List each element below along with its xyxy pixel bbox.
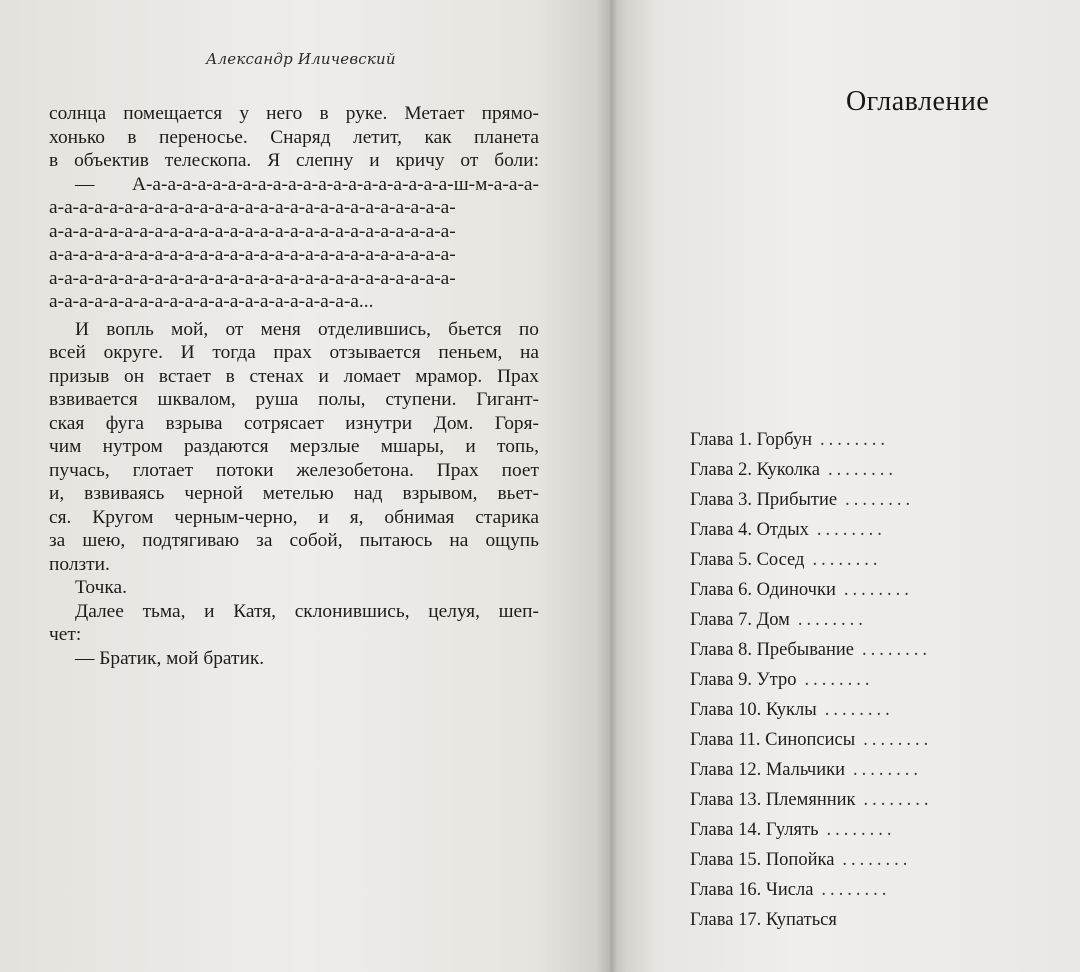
toc-entry [690, 455, 1080, 485]
toc-entry-label: Глава 8. Пребывание [690, 640, 854, 660]
text-line: солнца помещается у него в руке. Метает прямо- [49, 103, 539, 124]
text-line: и, взвиваясь черной метелью над взрывом, вьет- [49, 483, 539, 504]
toc-leader: ........ [842, 850, 912, 870]
text-line: всей округе. И тогда прах отзывается пеньем, на [49, 342, 539, 363]
toc-entry [690, 875, 1080, 905]
toc-entry-label: Глава 14. Гулять [690, 820, 819, 840]
toc-leader: ........ [863, 730, 933, 750]
text-line: — А-а-а-а-а-а-а-а-а-а-а-а-а-а-а-а-а-а-а-а-а-ш-м-а-а-а- [75, 173, 539, 195]
body-text [49, 102, 539, 670]
toc-entry [690, 725, 1080, 755]
toc-title: Оглавление [846, 86, 990, 117]
toc-leader: ........ [821, 880, 891, 900]
toc-entry-label: Глава 1. Горбун [690, 430, 813, 450]
toc-leader: ........ [843, 580, 913, 600]
text-line: а-а-а-а-а-а-а-а-а-а-а-а-а-а-а-а-а-а-а-а-а-а-а-а-а-а-а- [49, 267, 456, 289]
text-line: ся. Кругом черным-черно, и я, обнимая старика [49, 506, 539, 528]
toc-entry-label: Глава 9. Утро [690, 670, 797, 690]
toc-entry-label: Глава 12. Мальчики [690, 760, 846, 780]
toc-leader: ........ [797, 610, 867, 630]
toc-entry [690, 485, 1080, 515]
toc-entry [690, 665, 1080, 695]
toc-entry-label: Глава 16. Числа [690, 880, 814, 900]
toc-entry [690, 845, 1080, 875]
running-head: Александр Иличевский [206, 50, 396, 68]
toc-entry [690, 755, 1080, 785]
toc-entry-label: Глава 5. Сосед [690, 550, 805, 570]
toc-entry-label: Глава 7. Дом [690, 610, 790, 630]
toc-entry [690, 695, 1080, 725]
text-line: пучась, глотает потоки железобетона. Прах поет [49, 459, 539, 481]
toc-entry-label: Глава 4. Отдых [690, 520, 809, 540]
toc-leader: ........ [863, 790, 933, 810]
toc-entry [690, 425, 1080, 455]
toc-entry-label: Глава 11. Синопсисы [690, 730, 856, 750]
text-line: а-а-а-а-а-а-а-а-а-а-а-а-а-а-а-а-а-а-а-а-а-а-а-а-а-а-а- [49, 244, 456, 265]
toc-leader: ........ [853, 760, 923, 780]
toc-entry-label: Глава 10. Куклы [690, 700, 817, 720]
text-line: Далее тьма, и Катя, склонившись, целуя, шеп- [75, 600, 539, 622]
text-line: чим нутром раздаются мерзлые мшары, и топь, [49, 436, 539, 457]
toc-entry-label: Глава 2. Куколка [690, 460, 820, 480]
text-line: призыв он встает в стенах и ломает мрамор. Прах [49, 365, 539, 387]
text-line: чет: [49, 624, 82, 645]
text-line: за шею, подтягиваю за собой, пытаюсь на ощупь [49, 530, 539, 551]
toc-leader: ........ [820, 430, 890, 450]
text-line: а-а-а-а-а-а-а-а-а-а-а-а-а-а-а-а-а-а-а-а-а-а-а-а-а-а-а- [49, 220, 456, 242]
book-gutter [596, 0, 626, 972]
text-line: — Братик, мой братик. [75, 647, 265, 669]
toc-leader [837, 905, 1080, 935]
text-line: в объектив телескопа. Я слепну и кричу от боли: [49, 150, 539, 171]
right-page [610, 0, 1080, 972]
table-of-contents [690, 425, 1080, 935]
toc-leader: ........ [861, 640, 931, 660]
text-line: взвивается шквалом, руша полы, ступени. Гигант- [49, 389, 539, 410]
toc-leader: ........ [812, 550, 882, 570]
toc-entry [690, 905, 1080, 935]
toc-entry-label: Глава 6. Одиночки [690, 580, 836, 600]
text-line: ская фуга взрыва сотрясает изнутри Дом. Горя- [49, 412, 539, 434]
toc-entry [690, 815, 1080, 845]
text-line: И вопль мой, от меня отделившись, бьется по [75, 318, 539, 340]
text-line: а-а-а-а-а-а-а-а-а-а-а-а-а-а-а-а-а-а-а-а-а-а-а-а-а-а-а- [49, 197, 456, 218]
toc-entry-label: Глава 17. Купаться [690, 910, 837, 930]
text-line: хонько в переносье. Снаряд летит, как планета [49, 126, 539, 148]
toc-entry [690, 515, 1080, 545]
toc-entry-label: Глава 15. Попойка [690, 850, 835, 870]
text-line: Точка. [75, 577, 127, 598]
toc-leader: ........ [816, 520, 886, 540]
toc-entry [690, 575, 1080, 605]
toc-entry-label: Глава 3. Прибытие [690, 490, 838, 510]
text-line: ползти. [49, 553, 110, 575]
toc-entry [690, 635, 1080, 665]
toc-leader: ........ [824, 700, 894, 720]
toc-leader: ........ [827, 460, 897, 480]
toc-entry [690, 605, 1080, 635]
toc-leader: ........ [804, 670, 874, 690]
text-line: а-а-а-а-а-а-а-а-а-а-а-а-а-а-а-а-а-а-а-а-а... [49, 291, 374, 312]
toc-entry [690, 545, 1080, 575]
toc-leader: ........ [845, 490, 915, 510]
toc-entry [690, 785, 1080, 815]
toc-leader: ........ [826, 820, 896, 840]
toc-entry-label: Глава 13. Племянник [690, 790, 856, 810]
